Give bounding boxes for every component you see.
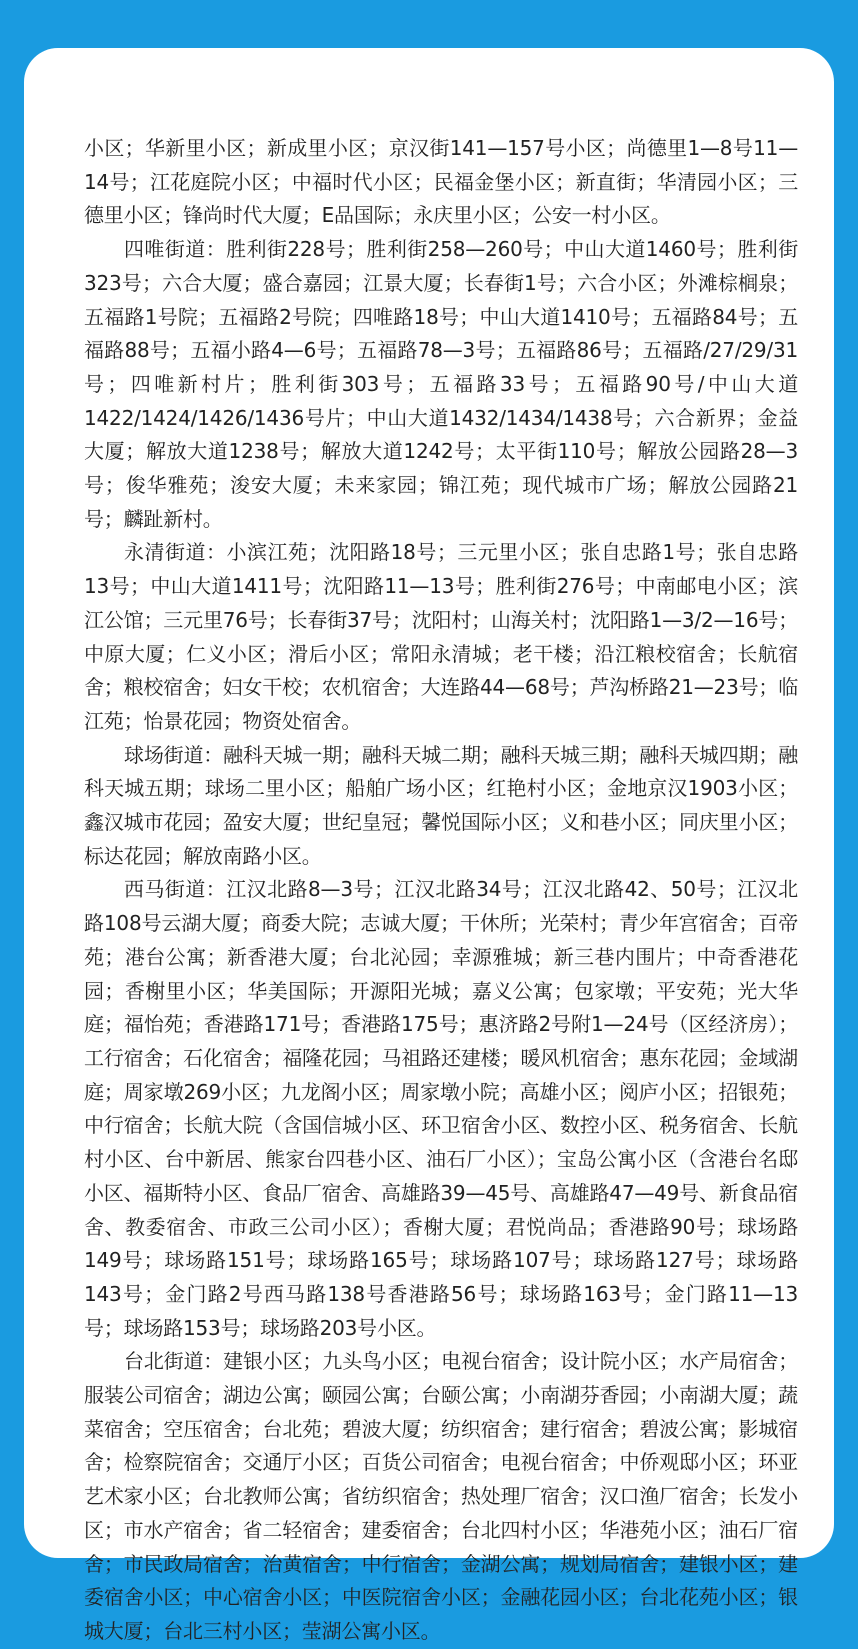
content-card	[24, 48, 834, 1643]
paragraph-yongqing-street: 永清街道：小滨江苑；沈阳路18号；三元里小区；张自忠路1号；张自忠路13号；中山大道1411号；沈阳路11—13号；胜利街276号；中南邮电小区；滨江公馆；三元里76号；长春街37号；沈阳村；山海关村；沈阳路1—3/2—16号；中原大厦；仁义小区；滑后小区；常阳永清城；老干楼；沿江粮校宿舍；长航宿舍；粮校宿舍；妇女干校；农机宿舍；大连路44—68号；芦沟桥路21—23号；临江苑；怡景花园；物资处宿舍。	[84, 540, 798, 733]
continuation-paragraph: 小区；华新里小区；新成里小区；京汉街141—157号小区；尚德里1—8号11—14号；江花庭院小区；中福时代小区；民福金堡小区；新直街；华清园小区；三德里小区；锋尚时代大厦；E品国际；永庆里小区；公安一村小区。	[84, 136, 798, 228]
document-body	[84, 132, 798, 1649]
paragraph-siwei-street: 四唯街道：胜利街228号；胜利街258—260号；中山大道1460号；胜利街323号；六合大厦；盛合嘉园；江景大厦；长春街1号；六合小区；外滩棕榈泉；五福路1号院；五福路2号院；四唯路18号；中山大道1410号；五福路84号；五福路88号；五福小路4—6号；五福路78—3号；五福路86号；五福路/27/29/31号；四唯新村片；胜利街303号；五福路33号；五福路90号/中山大道1422/1424/1426/1436号片；中山大道1432/1434/1438号；六合新界；金益大厦；解放大道1238号；解放大道1242号；太平街110号；解放公园路28—3号；俊华雅苑；浚安大厦；未来家园；锦江苑；现代城市广场；解放公园路21号；麟趾新村。	[84, 237, 798, 531]
paragraph-taibei-street: 台北街道：建银小区；九头鸟小区；电视台宿舍；设计院小区；水产局宿舍；服装公司宿舍；湖边公寓；颐园公寓；台颐公寓；小南湖芬香园；小南湖大厦；蔬菜宿舍；空压宿舍；台北苑；碧波大厦；纺织宿舍；建行宿舍；碧波公寓；影城宿舍；检察院宿舍；交通厅小区；百货公司宿舍；电视台宿舍；中侨观邸小区；环亚艺术家小区；台北教师公寓；省纺织宿舍；热处理厂宿舍；汉口渔厂宿舍；长发小区；市水产宿舍；省二轻宿舍；建委宿舍；台北四村小区；华港苑小区；油石厂宿舍；市民政局宿舍；治黄宿舍；中行宿舍；金湖公寓；规划局宿舍；建银小区；建委宿舍小区；中心宿舍小区；中医院宿舍小区；金融花园小区；台北花苑小区；银城大厦；台北三村小区；莹湖公寓小区。	[84, 1349, 798, 1643]
paragraph-xima-street: 西马街道：江汉北路8—3号；江汉北路34号；江汉北路42、50号；江汉北路108号云湖大厦；商委大院；志诚大厦；干休所；光荣村；青少年宫宿舍；百帝苑；港台公寓；新香港大厦；台北沁园；幸源雅城；新三巷内围片；中奇香港花园；香榭里小区；华美国际；开源阳光城；嘉义公寓；包家墩；平安苑；光大华庭；福怡苑；香港路171号；香港路175号；惠济路2号附1—24号（区经济房）；工行宿舍；石化宿舍；福隆花园；马祖路还建楼；暖风机宿舍；惠东花园；金域湖庭；周家墩269小区；九龙阁小区；周家墩小院；高雄小区；阅庐小区；招银苑；中行宿舍；长航大院（含国信城小区、环卫宿舍小区、数控小区、税务宿舍、长航村小区、台中新居、熊家台四巷小区、油石厂小区）；宝岛公寓小区（含港台名邸小区、福斯特小区、食品厂宿舍、高雄路39—45号、高雄路47—49号、新食品宿舍、教委宿舍、市政三公司小区）；香榭大厦；君悦尚品；香港路90号；球场路149号；球场路151号；球场路165号；球场路107号；球场路127号；球场路143号；金门路2号西马路138号香港路56号；球场路163号；金门路11—13号；球场路153号；球场路203号小区。	[84, 877, 798, 1340]
paragraph-qiuchang-street: 球场街道：融科天城一期；融科天城二期；融科天城三期；融科天城四期；融科天城五期；球场二里小区；船舶广场小区；红艳村小区；金地京汉1903小区；鑫汉城市花园；盈安大厦；世纪皇冠；馨悦国际小区；义和巷小区；同庆里小区；标达花园；解放南路小区。	[84, 742, 798, 868]
